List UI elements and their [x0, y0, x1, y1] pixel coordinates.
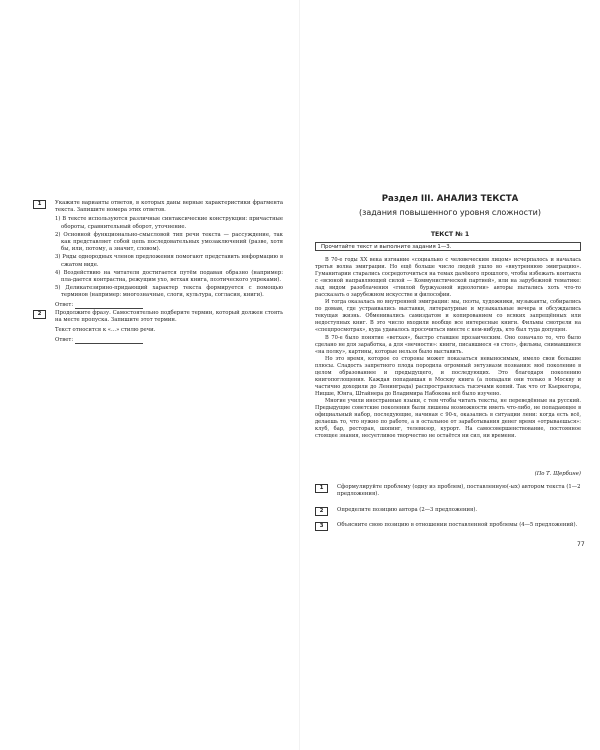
question-2: [315, 507, 581, 514]
option-2: 2) Основной функционально-смысловой тип речи текста — рассуждение, так как представляет собой цепь последовательных умозаключений (разве, хотя бы, или, потому, а значит, словом).: [55, 231, 283, 253]
task-prompt: Укажите варианты ответов, в которых даны верные характеристики фрагмента текста. Запишите номера этих ответов.: [55, 200, 283, 214]
answer-row: [55, 337, 283, 344]
question-number-box: 2: [315, 507, 328, 516]
answer-label: Ответ:: [55, 301, 74, 308]
task-number-box: 2: [33, 310, 46, 319]
paragraph: В 70-е годы XX века изгнание «социально с человеческим лицом» исчерпалось и началась третья волна эмиграции. Но ещё больше число людей ушло во «внутреннюю эмиграцию». Гуманитарии старались сосредоточиться на темах далёкого прошлого, чтобы избежать контакта с «всюной направляющей силой — Коммунистической партией», или на зарубежной тематике: лад видом разоблачения «гнилой буржуазной идеологии» авторы пытались хоть что-то рассказать о зарубежном искусстве и философии.: [315, 257, 581, 299]
paragraph: Но это время, которое со стороны может показаться невыносимым, имело свои большие плюсы. Сладость запретного плода породила огромный энтузиазм познания: моё поколение в целом образованнее и предыдущего, и последующих. Это благодаря поколению книгопоглощения. Каждая попадавшая в Москву книга (а попадали они только в Москву и частично доходили до Ленинграда) распространялась тысячами копий. Так что от Кьеркегора, Ницше, Юнга, Штайнера до Владимира Набокова всё было изучено.: [315, 355, 581, 397]
question-text: Сформулируйте проблему (одну из проблем), поставленную(-ых) автором текста (1—2 предложения).: [337, 484, 581, 498]
right-page: [300, 0, 600, 750]
task-prompt: Продолжите фразу. Самостоятельно подберите термин, который должен стоять на месте пропуска. Запишите этот термин.: [55, 310, 283, 324]
paragraph: Многие учили иностранные языки, с тем чтобы читать тексты, не переведённые на русский. Предыдущие советские поколения были лишены возможности иметь что-либо, не попадающее в официальный набор, последующие, начиная с 90-х, оказались в ситуации лени: когда есть всё, делаешь то, что нужно по работе, а в остальное от заработывания денег время «отрываешься»: клуб, бар, ресторан, шопинг, телевизор, курорт. На самосовершенствование, постоянное стоящее знания, несуетливое творчество не остаётся ни сил, ни времени.: [315, 397, 581, 440]
answer-row: [55, 302, 283, 309]
question-number-box: 3: [315, 522, 328, 531]
task-2: [33, 310, 283, 344]
answer-line[interactable]: [75, 337, 143, 344]
question-text: Объясните свою позицию в отношении поставленной проблемы (4—5 предложений).: [337, 522, 578, 528]
question-text: Определите позицию автора (2—3 предложения).: [337, 507, 478, 513]
reading-text: [315, 257, 581, 440]
author-attribution: (По Т. Щербине): [534, 471, 581, 477]
answer-line[interactable]: [75, 302, 143, 309]
option-1: 1) В тексте используются различные синтаксические конструкции: причастные обороты, сравнительный оборот, уточнение.: [55, 216, 283, 230]
question-3: [315, 522, 581, 529]
task-statement: Текст относится к «...» стилю речи.: [55, 327, 156, 334]
answer-options: [55, 216, 283, 299]
section-subtitle: (задания повышенного уровня сложности): [358, 208, 541, 217]
option-5: 5) Деликатезирино-придающий характер текста формируется с помощью терминов (например: многозначные, слоги, культура, согласия, книги).: [55, 285, 283, 299]
paragraph: В 70-е было понятие «ветхая», быстро ставшее прозаическим. Оно означало то, что было сделано не для заработка, а для «вечности»: книги, писавшиеся «в стол», фильмы, снимавшиеся «на полку», картины, которые нельзя было выставить.: [315, 334, 581, 355]
option-4: 4) Воздействию на читателя достигается путём подавая образно (например: пла-дается контрастна, режущим ухо, ветхая книга, поэтического упреками).: [55, 269, 283, 284]
paragraph: И тогда оказалась во внутренней эмиграции: мы, поэты, художники, музыканты, собирались по домам, где устраивались выставки, литературные и музыкальные вечера и обсуждались текущая жизнь. Обменивались самиздатом и копированием со всяких запрещённых или недоступных книг. В это число входили вообще все интересные книги. Фильмы смотрели на «спецпросмотрах», куда удавалось просочиться вместе с кем-нибудь, кто был туда допущен.: [315, 299, 581, 334]
answer-label: Ответ:: [55, 336, 74, 343]
task-number-box: 1: [33, 200, 46, 209]
question-number-box: 1: [315, 484, 328, 493]
task-1: [33, 200, 283, 309]
page-number: 77: [577, 541, 585, 548]
option-3: 3) Ряды однородных членов предложения помогают представить информацию в сжатом виде.: [55, 254, 283, 268]
question-1: [315, 484, 581, 498]
text-number: ТЕКСТ № 1: [430, 231, 470, 238]
instruction-box: Прочитайте текст и выполните задания 1—3.: [315, 242, 581, 251]
section-title: Раздел III. АНАЛИЗ ТЕКСТА: [381, 194, 519, 204]
